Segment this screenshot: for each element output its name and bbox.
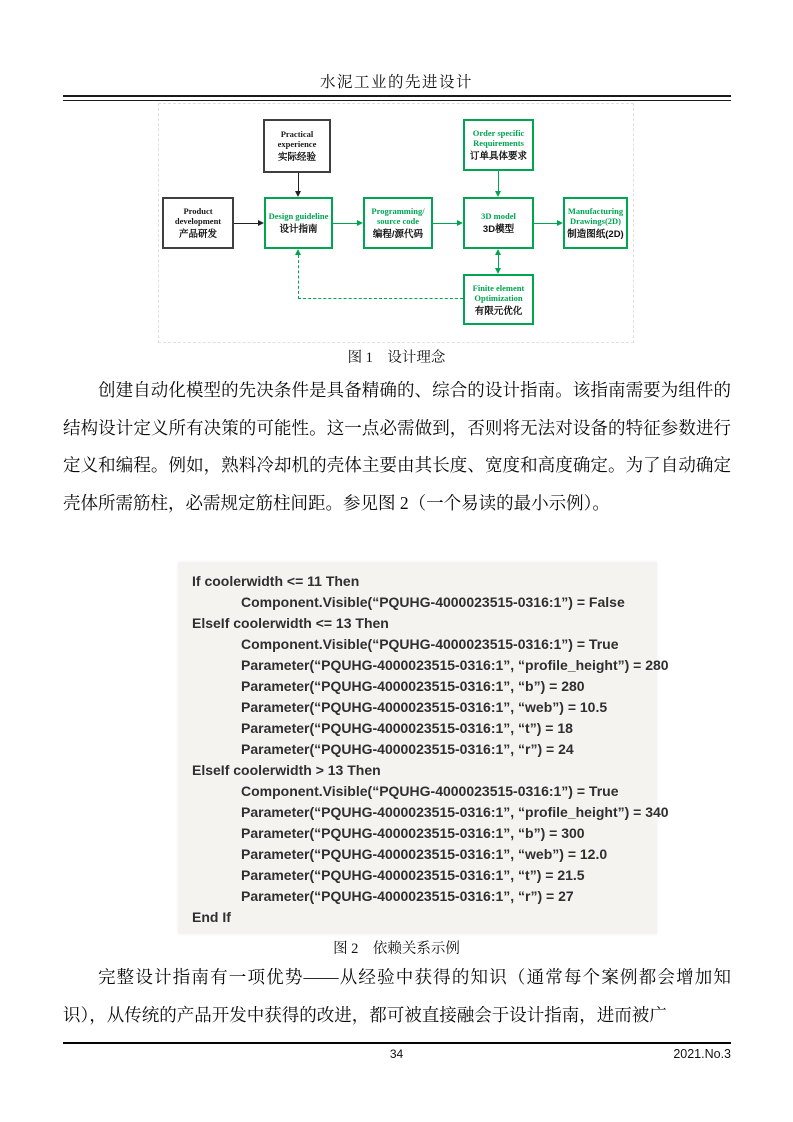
code-line: End If: [192, 909, 231, 925]
code-line: Parameter(“PQUHG-4000023515-0316:1”, “b”) = 280: [241, 678, 585, 694]
arrow-3dmodel-to-manufacturing: [534, 223, 557, 224]
flow-box-label-en: source code: [376, 216, 420, 226]
code-line: Parameter(“PQUHG-4000023515-0316:1”, “web”) = 12.0: [241, 846, 608, 862]
arrow-product-to-design: [234, 223, 258, 224]
issue-number: 2021.No.3: [673, 1047, 731, 1061]
feedback-dashed-line-vertical: [298, 255, 299, 299]
flow-box-label-en: Practical: [280, 129, 314, 139]
flow-box-3d-model: [463, 197, 534, 249]
arrow-programming-to-3dmodel: [433, 223, 457, 224]
figure1-caption: 图 1 设计理念: [347, 350, 446, 366]
figure1-flowchart: [158, 103, 634, 343]
flow-box-finite-element: [463, 274, 534, 325]
header-double-rule: [63, 95, 731, 101]
code-line: Component.Visible(“PQUHG-4000023515-0316:1”) = False: [241, 594, 625, 610]
paragraph-1: 创建自动化模型的先决条件是具备精确的、综合的设计指南。该指南需要为组件的结构设计定义所有决策的可能性。这一点必需做到，否则将无法对设备的特征参数进行定义和编程。例如，熟料冷却机的壳体主要由其长度、宽度和高度确定。为了自动确定壳体所需筋柱，必需规定筋柱间距。参见图 2（一个易读的最小示例）。: [63, 380, 731, 513]
code-line: If coolerwidth <= 11 Then: [192, 573, 360, 589]
flow-box-label-zh: 实际经验: [277, 152, 316, 163]
code-line: Parameter(“PQUHG-4000023515-0316:1”, “t”) = 18: [241, 720, 573, 736]
arrowhead-right-icon: [457, 220, 463, 226]
paragraph-2: 完整设计指南有一项优势——从经验中获得的知识（通常每个案例都会增加知识），从传统的产品开发中获得的改进，都可被直接融会于设计指南，进而被广: [63, 967, 731, 1025]
arrowhead-down-icon: [295, 191, 301, 197]
flow-box-label-en: Optimization: [474, 292, 523, 303]
feedback-dashed-line-horizontal: [298, 298, 463, 299]
flow-box-label-en: Programming/: [371, 206, 425, 216]
footer-rule: [63, 1042, 731, 1044]
arrow-3dmodel-finite-element: [498, 255, 499, 268]
arrowhead-right-icon: [258, 220, 264, 226]
arrowhead-right-icon: [357, 220, 363, 226]
figure2-caption: 图 2 依赖关系示例: [333, 941, 460, 957]
flow-box-programming: [363, 197, 433, 249]
code-line: Parameter(“PQUHG-4000023515-0316:1”, “r”) = 24: [241, 741, 574, 757]
flow-box-product-development: [162, 197, 234, 249]
flow-box-label-en: Product: [183, 206, 213, 216]
code-line: Parameter(“PQUHG-4000023515-0316:1”, “profile_height”) = 340: [241, 804, 669, 820]
page-title: 水泥工业的先进设计: [319, 74, 473, 91]
code-line: ElseIf coolerwidth > 13 Then: [192, 762, 381, 778]
flow-box-label-en: experience: [277, 139, 317, 149]
flow-box-label-en: 3D model: [481, 211, 516, 221]
flow-box-design-guideline: [264, 197, 333, 249]
flow-box-label-zh: 产品研发: [178, 229, 217, 240]
flow-box-label-en: Order specific: [472, 128, 525, 138]
flow-box-label-zh: 3D模型: [482, 224, 515, 235]
code-line: Parameter(“PQUHG-4000023515-0316:1”, “t”) = 21.5: [241, 867, 585, 883]
arrowhead-down-icon: [495, 191, 501, 197]
flow-box-label-en: Finite element: [472, 282, 525, 293]
flow-box-label-en: development: [174, 216, 222, 226]
code-line: Parameter(“PQUHG-4000023515-0316:1”, “profile_height”) = 280: [241, 657, 669, 673]
flow-box-label-en: Requirements: [473, 138, 524, 148]
page-number: 34: [389, 1047, 404, 1061]
code-line: Parameter(“PQUHG-4000023515-0316:1”, “r”) = 27: [241, 888, 574, 904]
arrow-design-to-programming: [333, 223, 357, 224]
arrow-practical-to-design: [298, 173, 299, 191]
flow-box-order-requirements: [463, 119, 534, 171]
flow-box-label-zh: 有限元优化: [474, 305, 523, 317]
code-line: Component.Visible(“PQUHG-4000023515-0316:1”) = True: [241, 636, 619, 652]
code-line: Parameter(“PQUHG-4000023515-0316:1”, “b”) = 300: [241, 825, 585, 841]
code-line: Parameter(“PQUHG-4000023515-0316:1”, “web”) = 10.5: [241, 699, 608, 715]
flow-box-label-en: Drawings(2D): [570, 216, 621, 226]
arrow-order-to-3dmodel: [498, 171, 499, 191]
code-line: ElseIf coolerwidth <= 13 Then: [192, 615, 389, 631]
flow-box-label-zh: 编程/源代码: [372, 229, 424, 240]
flow-box-label-en: Manufacturing: [567, 206, 624, 216]
flow-box-practical-experience: [263, 119, 331, 173]
flow-box-label-zh: 订单具体要求: [469, 151, 527, 162]
flow-box-label-zh: 制造图纸(2D): [567, 229, 624, 240]
arrowhead-right-icon: [557, 220, 563, 226]
figure2-code-screenshot: [178, 562, 669, 934]
flow-box-manufacturing-drawings: [563, 197, 628, 249]
arrowhead-down-icon: [495, 268, 501, 274]
flow-box-label-zh: 设计指南: [279, 224, 318, 235]
code-line: Component.Visible(“PQUHG-4000023515-0316:1”) = True: [241, 783, 619, 799]
flow-box-label-en: Design guideline: [268, 211, 329, 221]
